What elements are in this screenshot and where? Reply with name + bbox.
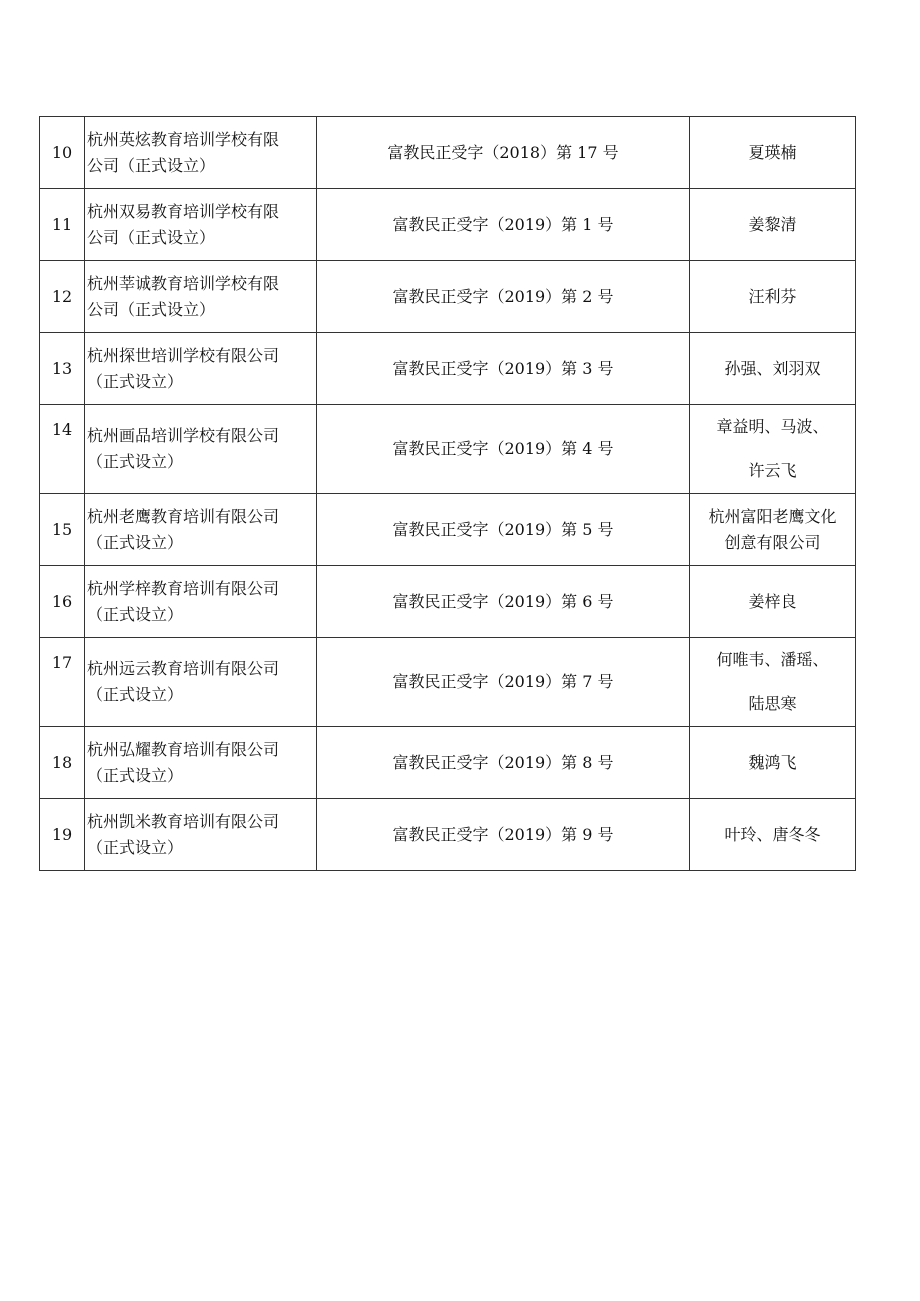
representative <box>690 117 856 189</box>
representative <box>690 727 856 799</box>
school-name-line: 公司（正式设立） <box>87 155 216 175</box>
school-name <box>85 261 317 333</box>
table-row <box>40 566 856 638</box>
school-name-line: （正式设立） <box>87 532 184 552</box>
representative <box>690 494 856 566</box>
school-name-line: 杭州双易教育培训学校有限 <box>87 201 280 221</box>
school-name-line: 杭州画品培训学校有限公司 <box>87 426 280 445</box>
license-number: 富教民正受字（2019）第 6 号 <box>317 566 690 638</box>
school-name-line: 杭州学梓教育培训有限公司 <box>87 578 280 598</box>
license-number: 富教民正受字（2019）第 4 号 <box>317 405 690 494</box>
school-name-line: 杭州凯米教育培训有限公司 <box>87 811 280 831</box>
representative-line: 杭州富阳老鹰文化 <box>708 506 837 526</box>
row-number: 10 <box>40 117 85 189</box>
row-number: 18 <box>40 727 85 799</box>
table-row <box>40 333 856 405</box>
representative <box>690 261 856 333</box>
license-number: 富教民正受字（2019）第 7 号 <box>317 638 690 727</box>
school-name-line: 杭州探世培训学校有限公司 <box>87 345 280 365</box>
school-name <box>85 189 317 261</box>
row-number: 12 <box>40 261 85 333</box>
row-number: 19 <box>40 799 85 871</box>
representative <box>690 405 856 494</box>
representative-line: 叶玲、唐冬冬 <box>724 824 821 844</box>
representative-line: 何唯韦、潘瑶、 <box>716 650 829 669</box>
school-name-line: （正式设立） <box>87 765 184 785</box>
school-name-line: （正式设立） <box>87 685 184 704</box>
row-number: 17 <box>40 638 85 727</box>
table-row <box>40 189 856 261</box>
row-number: 14 <box>40 405 85 494</box>
school-name-line: （正式设立） <box>87 371 184 391</box>
school-name-line: 杭州老鹰教育培训有限公司 <box>87 506 280 526</box>
school-name-line: （正式设立） <box>87 837 184 857</box>
row-number: 11 <box>40 189 85 261</box>
representative-line: 孙强、刘羽双 <box>724 358 821 378</box>
license-number: 富教民正受字（2019）第 8 号 <box>317 727 690 799</box>
representative-line: 陆思寒 <box>748 694 797 713</box>
school-name-line: 公司（正式设立） <box>87 299 216 319</box>
license-number: 富教民正受字（2019）第 1 号 <box>317 189 690 261</box>
license-number: 富教民正受字（2018）第 17 号 <box>317 117 690 189</box>
representative <box>690 189 856 261</box>
school-name <box>85 117 317 189</box>
school-name-line: 公司（正式设立） <box>87 227 216 247</box>
license-number: 富教民正受字（2019）第 3 号 <box>317 333 690 405</box>
school-name <box>85 494 317 566</box>
school-name <box>85 405 317 494</box>
license-number: 富教民正受字（2019）第 2 号 <box>317 261 690 333</box>
school-name-line: （正式设立） <box>87 604 184 624</box>
school-name <box>85 799 317 871</box>
license-number: 富教民正受字（2019）第 5 号 <box>317 494 690 566</box>
row-number: 15 <box>40 494 85 566</box>
representative-line: 姜梓良 <box>748 591 797 611</box>
school-name-line: 杭州弘耀教育培训有限公司 <box>87 739 280 759</box>
school-name <box>85 333 317 405</box>
table-row <box>40 117 856 189</box>
school-name-line: 杭州英炫教育培训学校有限 <box>87 129 280 149</box>
table-row <box>40 494 856 566</box>
school-name <box>85 638 317 727</box>
row-number: 13 <box>40 333 85 405</box>
representative <box>690 638 856 727</box>
row-number: 16 <box>40 566 85 638</box>
table-row <box>40 405 856 494</box>
school-name-line: 杭州远云教育培训有限公司 <box>87 659 280 678</box>
school-name <box>85 566 317 638</box>
representative <box>690 566 856 638</box>
school-name <box>85 727 317 799</box>
table-row <box>40 727 856 799</box>
representative-line: 夏瑛楠 <box>748 142 797 162</box>
school-registry-table <box>39 116 856 871</box>
representative-line: 章益明、马波、 <box>716 417 829 436</box>
representative <box>690 799 856 871</box>
representative-line: 魏鸿飞 <box>748 752 797 772</box>
representative-line: 汪利芬 <box>748 286 797 306</box>
table-row <box>40 799 856 871</box>
license-number: 富教民正受字（2019）第 9 号 <box>317 799 690 871</box>
table-row <box>40 638 856 727</box>
table-row <box>40 261 856 333</box>
school-name-line: 杭州莘诚教育培训学校有限 <box>87 273 280 293</box>
representative <box>690 333 856 405</box>
representative-line: 创意有限公司 <box>724 532 821 552</box>
representative-line: 许云飞 <box>748 461 797 480</box>
school-name-line: （正式设立） <box>87 452 184 471</box>
representative-line: 姜黎清 <box>748 214 797 234</box>
